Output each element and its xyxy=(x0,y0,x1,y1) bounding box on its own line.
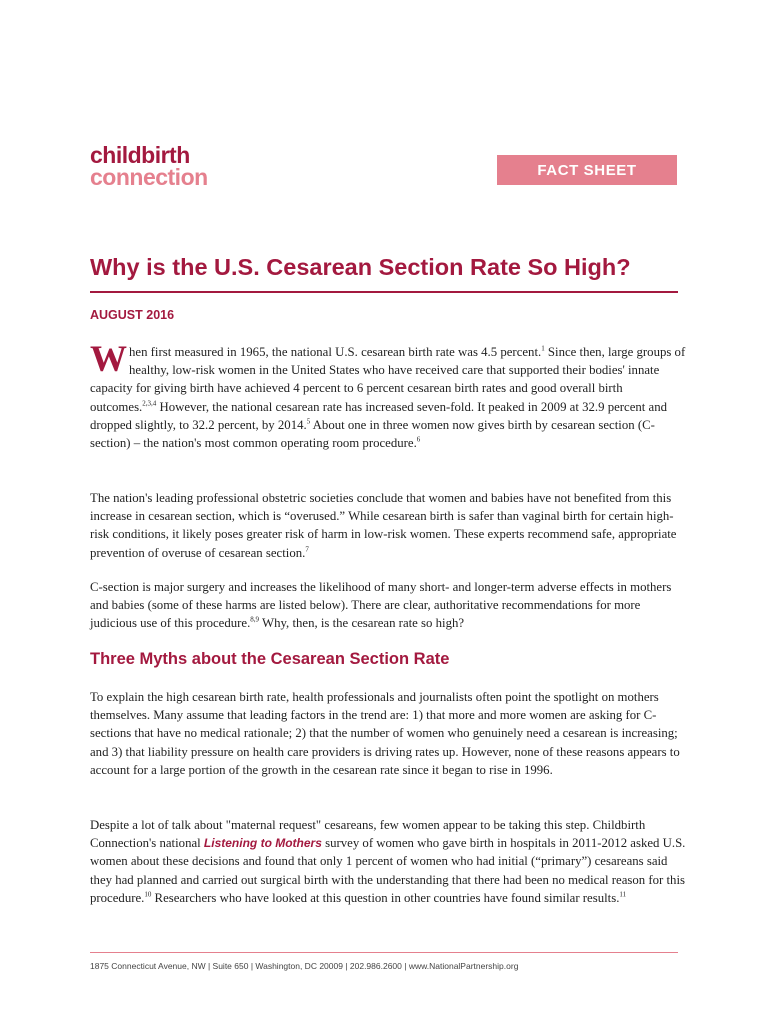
p4-text-1: To explain the high cesarean birth rate, health professionals and journalists often point the spotlight on mothers themselves. Many assume that leading factors in the trend are: 1) that more and more women are asking for C-sections that have no medical rationale; 2) that the number of women who genuinely need a cesarean is increasing; and 3) that liability pressure on health care providers is driving rates up. However, none of these reasons appears to account for a large portion of the growth in the cesarean rate since it began to rise in 1996. xyxy=(90,690,680,777)
intro-paragraph xyxy=(90,339,690,452)
title-divider xyxy=(90,291,678,293)
logo-line-connection: connection xyxy=(90,164,208,190)
page-title: Why is the U.S. Cesarean Section Rate So High? xyxy=(90,254,631,280)
listening-to-mothers-link[interactable]: Listening to Mothers xyxy=(203,836,322,851)
p5-text-1: Despite a lot of talk about "maternal request" cesareans, few women appear to be taking this step. Childbirth Connection's national xyxy=(90,818,646,851)
p1-text-2: Since then, large groups of healthy, low-risk women in the United States who have received care that supported their bodies' innate capacity for giving birth have achieved 4 percent to 6 percent cesarean birth rates and good overall birth outcomes. xyxy=(90,345,686,414)
childbirth-connection-logo xyxy=(90,144,208,188)
footnote-ref-6: 6 xyxy=(416,435,421,444)
p3-text-1: C-section is major surgery and increases the likelihood of many short- and longer-term adverse effects in mothers and babies (some of these harms are listed below). There are clear, authoritative recommendations for more judicious use of this procedure. xyxy=(90,580,672,631)
logo-line-childbirth: childbirth xyxy=(90,142,190,168)
footnote-ref-1: 1 xyxy=(541,344,545,353)
p2-text-1: The nation's leading professional obstetric societies conclude that women and babies have not benefited from this increase in cesarean section, which is “overused.” While cesarean birth is safer than vaginal birth for certain high-risk conditions, it likely poses greater risk of harm in low-risk women. These experts recommend safe, appropriate prevention of overuse of cesarean section. xyxy=(90,491,677,560)
p1-text-1: hen first measured in 1965, the national U.S. cesarean birth rate was 4.5 percent. xyxy=(129,345,542,359)
p1-text-3: However, the national cesarean rate has increased seven-fold. It peaked in 2009 at 32.9 percent and dropped slightly, to 32.2 percent, by 2014. xyxy=(90,399,668,432)
footnote-ref-8-9: 8,9 xyxy=(250,616,260,625)
footnote-ref-7: 7 xyxy=(305,545,309,554)
footer-address: 1875 Connecticut Avenue, NW | Suite 650 | Washington, DC 20009 | 202.986.2600 | www.NationalPartnership.org xyxy=(90,961,519,971)
p5-text-3: Researchers who have looked at this question in other countries have found similar results. xyxy=(151,890,620,905)
maternal-request-paragraph xyxy=(90,816,690,907)
myths-intro-paragraph xyxy=(90,688,690,779)
footer-divider xyxy=(90,952,678,953)
footnote-ref-11: 11 xyxy=(619,890,627,899)
p3-text-2: Why, then, is the cesarean rate so high? xyxy=(259,616,465,631)
drop-cap: W xyxy=(90,339,127,380)
major-surgery-paragraph xyxy=(90,578,690,633)
footnote-ref-2-4: 2,3,4 xyxy=(142,399,157,408)
fact-sheet-badge: FACT SHEET xyxy=(497,155,677,185)
section-heading-three-myths: Three Myths about the Cesarean Section Rate xyxy=(90,650,450,668)
p1-text-4: About one in three women now gives birth by cesarean section (C-section) – the nation's most common operating room procedure. xyxy=(90,417,655,451)
obstetric-societies-paragraph xyxy=(90,489,690,562)
footnote-ref-10: 10 xyxy=(144,890,152,899)
p5-text-2: survey of women who gave birth in hospitals in 2011-2012 asked U.S. women about these decisions and found that only 1 percent of women who had initial (“primary”) cesareans said they had planned and carried out surgical birth with the understanding that there had been no medical reason for this procedure. xyxy=(90,836,686,905)
publication-date: AUGUST 2016 xyxy=(90,308,175,322)
footnote-ref-5: 5 xyxy=(306,417,311,426)
